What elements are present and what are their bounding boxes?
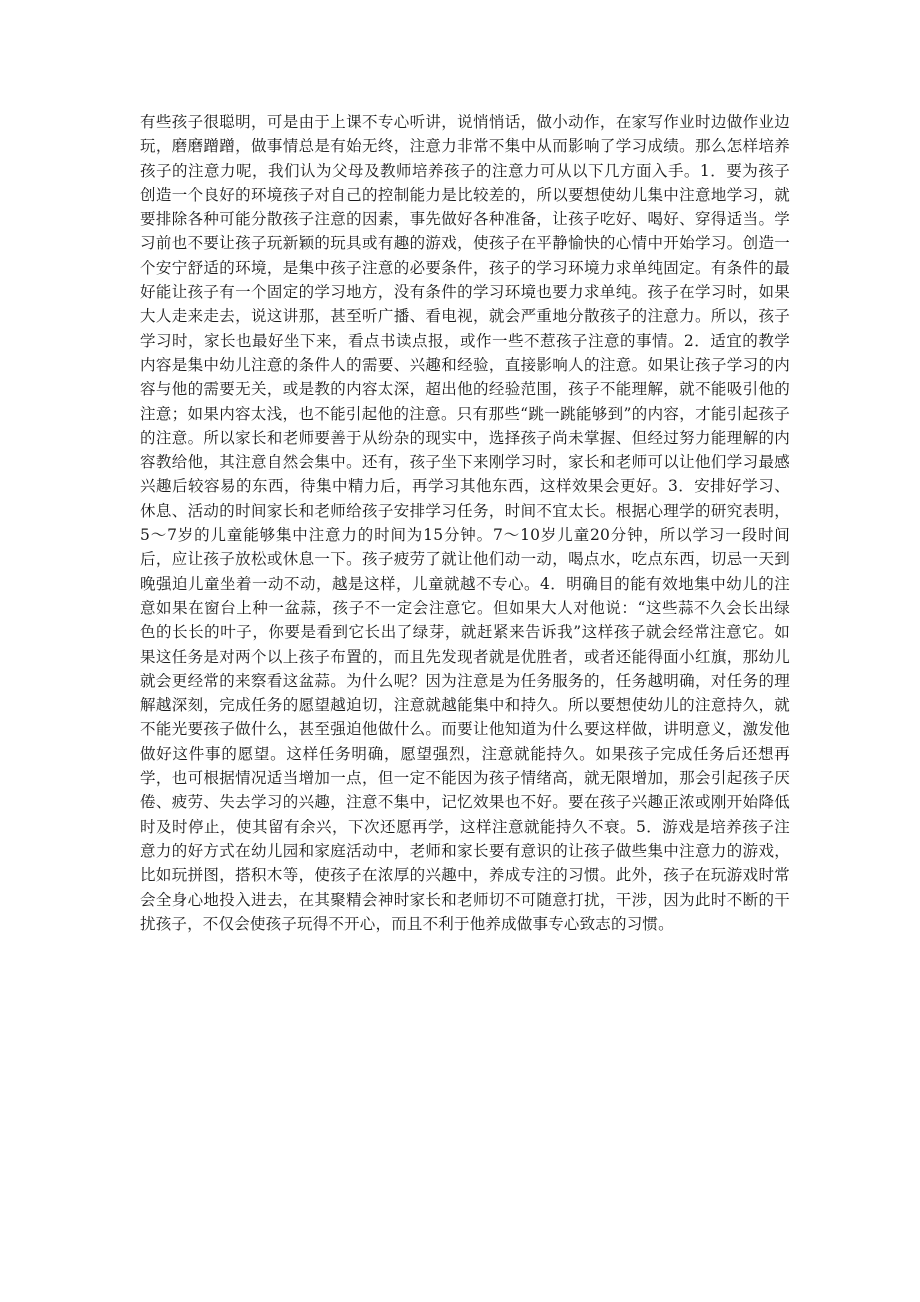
- body-paragraph: 有些孩子很聪明，可是由于上课不专心听讲，说悄悄话，做小动作，在家写作业时边做作业边玩，磨磨蹭蹭，做事情总是有始无终，注意力非常不集中从而影响了学习成绩。那么怎样培养孩子的注意力呢，我们认为父母及教师培养孩子的注意力可从以下几方面入手。1．要为孩子创造一个良好的环境孩子对自己的控制能力是比较差的，所以要想使幼儿集中注意地学习，就要排除各种可能分散孩子注意的因素，事先做好各种准备，让孩子吃好、喝好、穿得适当。学习前也不要让孩子玩新颖的玩具或有趣的游戏，使孩子在平静愉快的心情中开始学习。创造一个安宁舒适的环境，是集中孩子注意的必要条件，孩子的学习环境力求单纯固定。有条件的最好能让孩子有一个固定的学习地方，没有条件的学习环境也要力求单纯。孩子在学习时，如果大人走来走去，说这讲那，甚至听广播、看电视，就会严重地分散孩子的注意力。所以，孩子学习时，家长也最好坐下来，看点书读点报，或作一些不惹孩子注意的事情。2．适宜的教学内容是集中幼儿注意的条件人的需要、兴趣和经验，直接影响人的注意。如果让孩子学习的内容与他的需要无关，或是教的内容太深，超出他的经验范围，孩子不能理解，就不能吸引他的注意；如果内容太浅，也不能引起他的注意。只有那些“跳一跳能够到”的内容，才能引起孩子的注意。所以家长和老师要善于从纷杂的现实中，选择孩子尚未掌握、但经过努力能理解的内容教给他，其注意自然会集中。还有，孩子坐下来刚学习时，家长和老师可以让他们学习最感兴趣后较容易的东西，待集中精力后，再学习其他东西，这样效果会更好。3．安排好学习、休息、活动的时间家长和老师给孩子安排学习任务，时间不宜太长。根据心理学的研究表明，5～7岁的儿童能够集中注意力的时间为15分钟。7～10岁儿童20分钟，所以学习一段时间后，应让孩子放松或休息一下。孩子疲劳了就让他们动一动，喝点水，吃点东西，切忌一天到晚强迫儿童坐着一动不动，越是这样，儿童就越不专心。4．明确目的能有效地集中幼儿的注意如果在窗台上种一盆蒜，孩子不一定会注意它。但如果大人对他说：“这些蒜不久会长出绿色的长长的叶子，你要是看到它长出了绿芽，就赶紧来告诉我”这样孩子就会经常注意它。如果这任务是对两个以上孩子布置的，而且先发现者就是优胜者，或者还能得面小红旗，那幼儿就会更经常的来察看这盆蒜。为什么呢？因为注意是为任务服务的，任务越明确，对任务的理解越深刻，完成任务的愿望越迫切，注意就越能集中和持久。所以要想使幼儿的注意持久，就不能光要孩子做什么，甚至强迫他做什么。而要让他知道为什么要这样做，讲明意义，激发他做好这件事的愿望。这样任务明确，愿望强烈，注意就能持久。如果孩子完成任务后还想再学，也可根据情况适当增加一点，但一定不能因为孩子情绪高，就无限增加，那会引起孩子厌倦、疲劳、失去学习的兴趣，注意不集中，记忆效果也不好。要在孩子兴趣正浓或刚开始降低时及时停止，使其留有余兴，下次还愿再学，这样注意就能持久不衰。5．游戏是培养孩子注意力的好方式在幼儿园和家庭活动中，老师和家长要有意识的让孩子做些集中注意力的游戏，比如玩拼图，搭积木等，使孩子在浓厚的兴趣中，养成专注的习惯。此外，孩子在玩游戏时常会全身心地投入进去，在其聚精会神时家长和老师切不可随意打扰，干涉，因为此时不断的干扰孩子，不仅会使孩子玩得不开心，而且不利于他养成做事专心致志的习惯。: [140, 113, 790, 933]
